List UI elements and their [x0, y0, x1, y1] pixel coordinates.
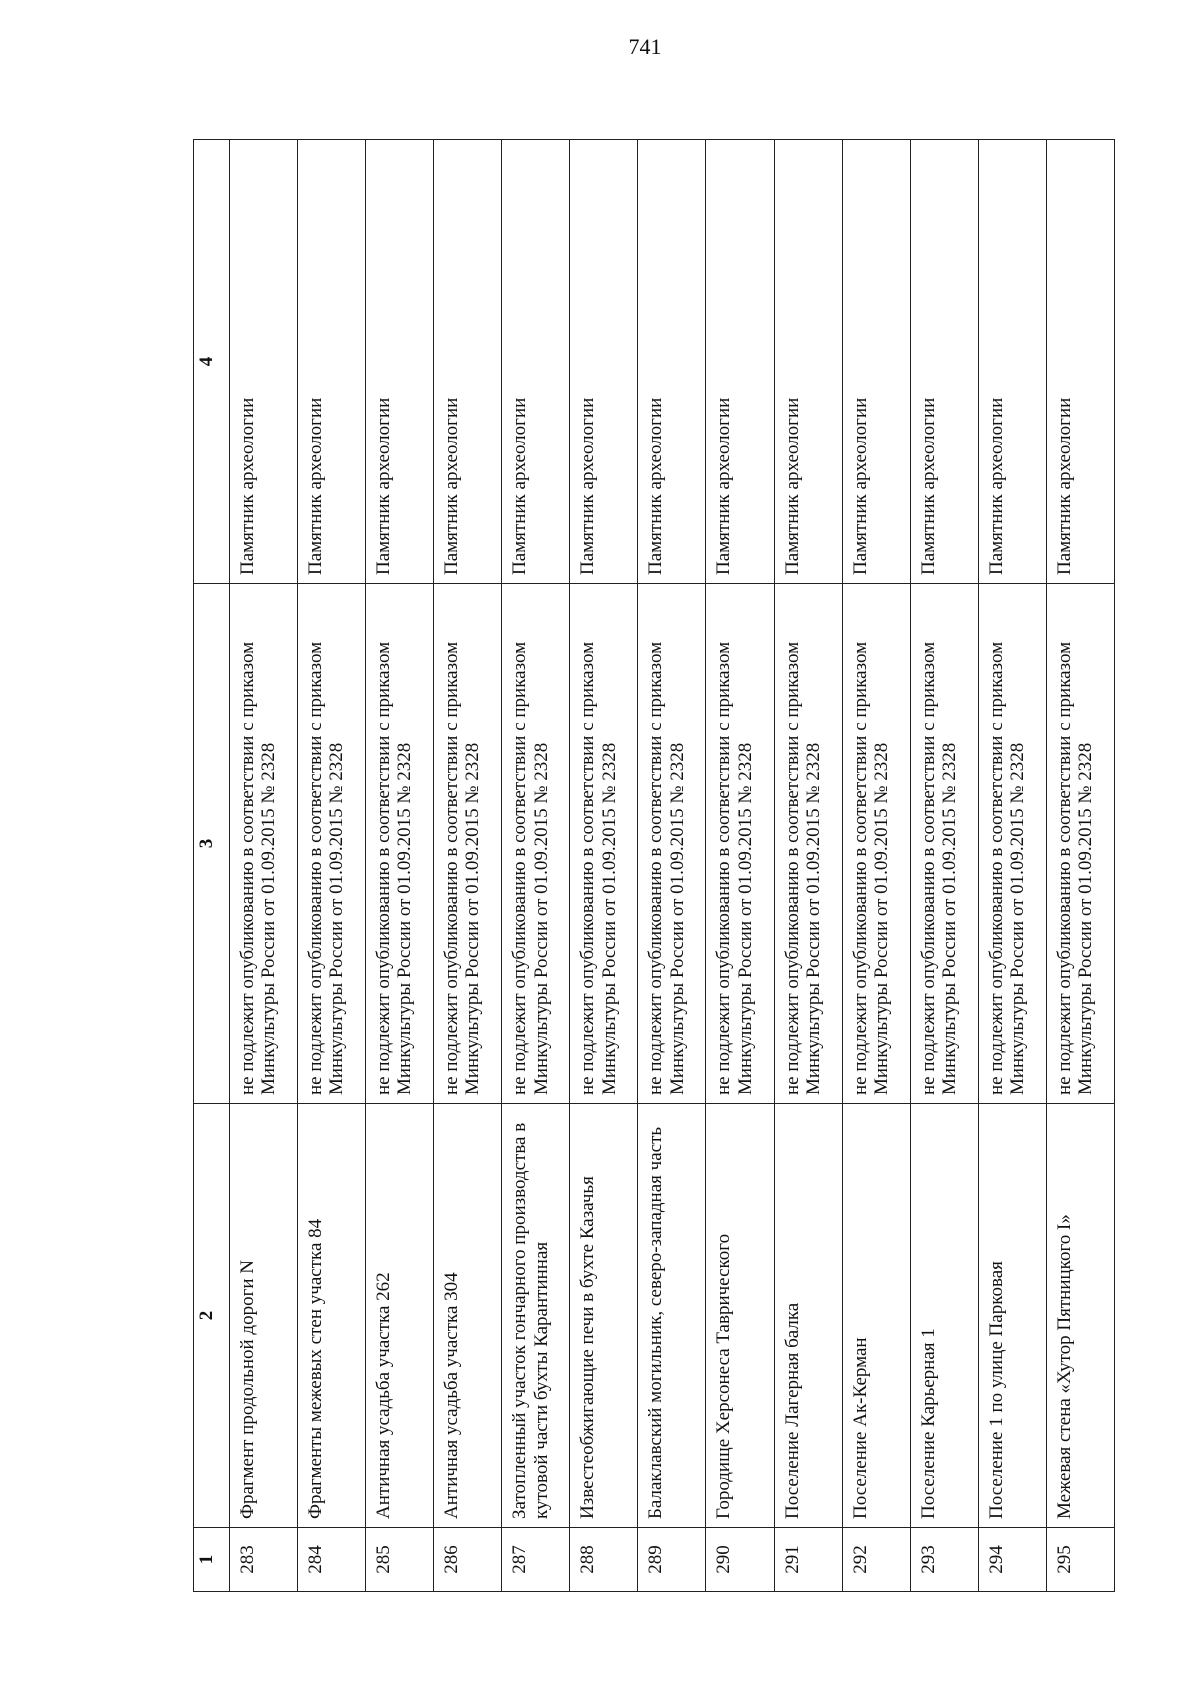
- object-name: Городище Херсонеса Таврического: [706, 1104, 774, 1528]
- table-row: [570, 140, 638, 1592]
- object-category: Памятник археологии: [366, 140, 434, 584]
- table-row: [298, 140, 366, 1592]
- document-reference: не подлежит опубликованию в соответствии с приказом Минкультуры России от 01.09.2015 № 2328: [706, 584, 774, 1104]
- object-name: Балаклавский могильник, северо-западная часть: [638, 1104, 706, 1528]
- object-category: Памятник археологии: [1046, 140, 1114, 584]
- row-number: 285: [366, 1528, 434, 1592]
- document-reference: не подлежит опубликованию в соответствии с приказом Минкультуры России от 01.09.2015 № 2328: [366, 584, 434, 1104]
- column-header-1: 1: [194, 1528, 230, 1592]
- object-name: Фрагмент продольной дороги N: [230, 1104, 298, 1528]
- row-number: 286: [434, 1528, 502, 1592]
- table-row: [1046, 140, 1114, 1592]
- row-number: 293: [910, 1528, 978, 1592]
- object-category: Памятник археологии: [706, 140, 774, 584]
- row-number: 289: [638, 1528, 706, 1592]
- document-reference: не подлежит опубликованию в соответствии с приказом Минкультуры России от 01.09.2015 № 2328: [230, 584, 298, 1104]
- object-name: Поселение Карьерная 1: [910, 1104, 978, 1528]
- row-number: 283: [230, 1528, 298, 1592]
- object-name: Античная усадьба участка 304: [434, 1104, 502, 1528]
- rotated-table-container: [193, 140, 1115, 1592]
- table-row: [502, 140, 570, 1592]
- document-reference: не подлежит опубликованию в соответствии с приказом Минкультуры России от 01.09.2015 № 2328: [570, 584, 638, 1104]
- row-number: 292: [842, 1528, 910, 1592]
- row-number: 295: [1046, 1528, 1114, 1592]
- object-category: Памятник археологии: [910, 140, 978, 584]
- row-number: 287: [502, 1528, 570, 1592]
- object-category: Памятник археологии: [230, 140, 298, 584]
- object-category: Памятник археологии: [570, 140, 638, 584]
- object-category: Памятник археологии: [434, 140, 502, 584]
- document-reference: не подлежит опубликованию в соответствии с приказом Минкультуры России от 01.09.2015 № 2328: [978, 584, 1046, 1104]
- object-name: Межевая стена «Хутор Пятницкого I»: [1046, 1104, 1114, 1528]
- object-name: Поселение 1 по улице Парковая: [978, 1104, 1046, 1528]
- row-number: 288: [570, 1528, 638, 1592]
- document-reference: не подлежит опубликованию в соответствии с приказом Минкультуры России от 01.09.2015 № 2328: [434, 584, 502, 1104]
- table-row: [842, 140, 910, 1592]
- document-reference: не подлежит опубликованию в соответствии с приказом Минкультуры России от 01.09.2015 № 2328: [1046, 584, 1114, 1104]
- object-category: Памятник археологии: [638, 140, 706, 584]
- document-reference: не подлежит опубликованию в соответствии с приказом Минкультуры России от 01.09.2015 № 2328: [774, 584, 842, 1104]
- document-reference: не подлежит опубликованию в соответствии с приказом Минкультуры России от 01.09.2015 № 2328: [502, 584, 570, 1104]
- page-number: 741: [628, 34, 662, 59]
- object-category: Памятник археологии: [502, 140, 570, 584]
- table-row: [706, 140, 774, 1592]
- row-number: 290: [706, 1528, 774, 1592]
- object-category: Памятник археологии: [298, 140, 366, 584]
- table-row: [366, 140, 434, 1592]
- object-category: Памятник археологии: [774, 140, 842, 584]
- table-row: [638, 140, 706, 1592]
- table-row: [434, 140, 502, 1592]
- column-header-3: 3: [194, 584, 230, 1104]
- column-header-4: 4: [194, 140, 230, 584]
- row-number: 284: [298, 1528, 366, 1592]
- row-number: 291: [774, 1528, 842, 1592]
- column-header-2: 2: [194, 1104, 230, 1528]
- object-category: Памятник археологии: [842, 140, 910, 584]
- row-number: 294: [978, 1528, 1046, 1592]
- object-name: Античная усадьба участка 262: [366, 1104, 434, 1528]
- table-row: [910, 140, 978, 1592]
- object-category: Памятник археологии: [978, 140, 1046, 584]
- object-name: Фрагменты межевых стен участка 84: [298, 1104, 366, 1528]
- object-name: Затопленный участок гончарного производства в кутовой части бухты Карантинная: [502, 1104, 570, 1528]
- object-name: Поселение Ак-Керман: [842, 1104, 910, 1528]
- document-reference: не подлежит опубликованию в соответствии с приказом Минкультуры России от 01.09.2015 № 2328: [910, 584, 978, 1104]
- object-name: Известеобжигающие печи в бухте Казачья: [570, 1104, 638, 1528]
- table-row: [978, 140, 1046, 1592]
- object-name: Поселение Лагерная балка: [774, 1104, 842, 1528]
- table-row: [774, 140, 842, 1592]
- document-reference: не подлежит опубликованию в соответствии с приказом Минкультуры России от 01.09.2015 № 2328: [298, 584, 366, 1104]
- table-header-row: [194, 140, 230, 1592]
- document-reference: не подлежит опубликованию в соответствии с приказом Минкультуры России от 01.09.2015 № 2328: [842, 584, 910, 1104]
- heritage-register-table: [193, 139, 1115, 1592]
- document-reference: не подлежит опубликованию в соответствии с приказом Минкультуры России от 01.09.2015 № 2328: [638, 584, 706, 1104]
- table-row: [230, 140, 298, 1592]
